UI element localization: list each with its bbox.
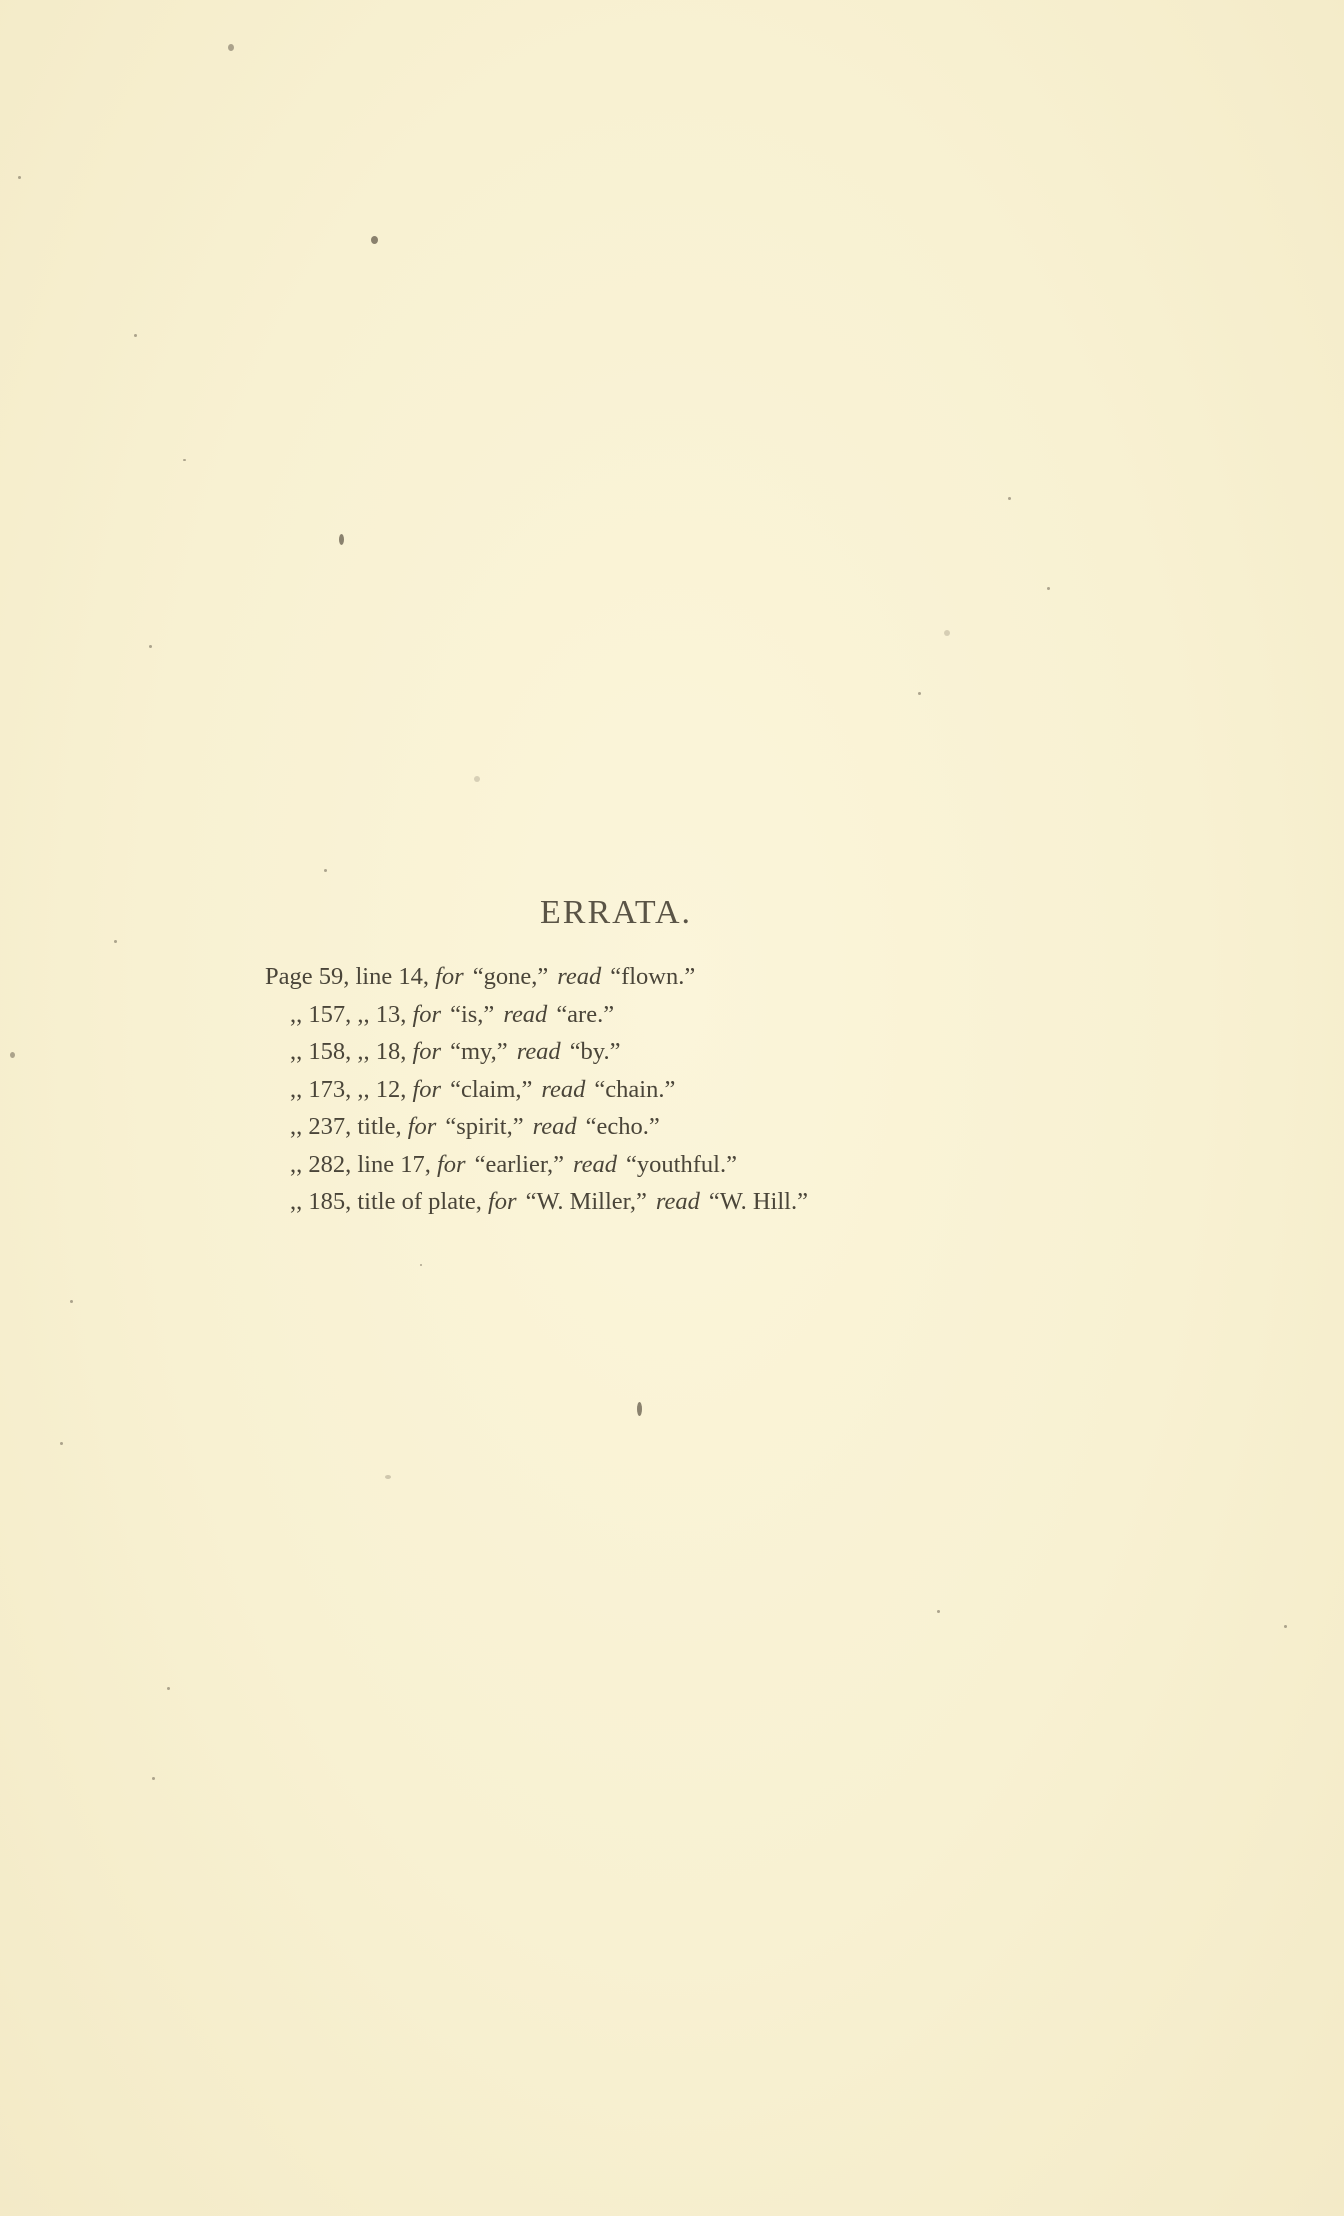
correct-text: “flown.” [610, 963, 696, 990]
read-label: read [541, 1075, 586, 1103]
paper-speck [385, 1475, 391, 1479]
paper-speck [60, 1442, 63, 1445]
paper-speck [339, 534, 344, 545]
paper-speck [474, 776, 480, 782]
paper-speck [324, 869, 327, 872]
for-label: for [488, 1188, 517, 1215]
paper-speck [1047, 587, 1050, 590]
correct-text: “are.” [556, 1000, 615, 1028]
errata-heading: ERRATA. [540, 894, 693, 931]
errata-entry [265, 1071, 808, 1109]
errata-entry [265, 958, 808, 996]
paper-speck [371, 236, 378, 244]
paper-speck [10, 1052, 15, 1058]
paper-speck [152, 1777, 155, 1780]
errata-list [265, 958, 808, 1221]
read-label: read [557, 963, 602, 990]
entry-reference: ,, 282, line 17, [290, 1150, 437, 1178]
paper-speck [420, 1264, 422, 1266]
entry-reference: ,, 185, title of plate, [290, 1188, 488, 1215]
wrong-text: “spirit,” [445, 1113, 524, 1140]
paper-speck [70, 1300, 73, 1303]
correct-text: “youthful.” [626, 1150, 737, 1178]
errata-entry [265, 1146, 808, 1184]
correct-text: “echo.” [585, 1113, 660, 1140]
read-label: read [573, 1150, 618, 1178]
errata-entry [265, 1033, 808, 1071]
correct-text: “by.” [569, 1038, 621, 1065]
paper-speck [944, 630, 950, 636]
wrong-text: “earlier,” [474, 1150, 565, 1178]
for-label: for [437, 1150, 466, 1178]
read-label: read [532, 1113, 577, 1140]
paper-speck [183, 459, 186, 461]
entry-reference: ,, 157, ,, 13, [290, 1000, 413, 1028]
for-label: for [412, 1075, 442, 1103]
paper-speck [1008, 497, 1011, 500]
for-label: for [412, 1038, 442, 1065]
paper-speck [228, 44, 234, 51]
read-label: read [516, 1038, 561, 1065]
read-label: read [503, 1000, 548, 1028]
paper-speck [167, 1687, 170, 1690]
correct-text: “W. Hill.” [708, 1188, 808, 1215]
errata-entry [265, 996, 808, 1034]
entry-reference: ,, 158, ,, 18, [290, 1038, 413, 1065]
errata-entry [265, 1183, 808, 1221]
entry-reference: ,, 237, title, [290, 1113, 408, 1140]
paper-speck [1284, 1625, 1287, 1628]
paper-speck [114, 940, 117, 943]
paper-speck [937, 1610, 940, 1613]
read-label: read [655, 1188, 700, 1215]
wrong-text: “is,” [450, 1000, 495, 1028]
wrong-text: “claim,” [450, 1075, 533, 1103]
paper-speck [18, 176, 21, 179]
paper-speck [134, 334, 137, 337]
entry-reference: Page 59, line 14, [265, 963, 436, 990]
wrong-text: “my,” [450, 1038, 508, 1065]
for-label: for [435, 963, 464, 990]
wrong-text: “gone,” [472, 963, 549, 990]
paper-speck [637, 1402, 642, 1416]
correct-text: “chain.” [594, 1075, 676, 1103]
paper-speck [149, 645, 152, 648]
wrong-text: “W. Miller,” [525, 1188, 647, 1215]
errata-entry [265, 1108, 808, 1146]
entry-reference: ,, 173, ,, 12, [290, 1075, 413, 1103]
for-label: for [412, 1000, 442, 1028]
paper-speck [918, 692, 921, 695]
for-label: for [407, 1113, 437, 1140]
